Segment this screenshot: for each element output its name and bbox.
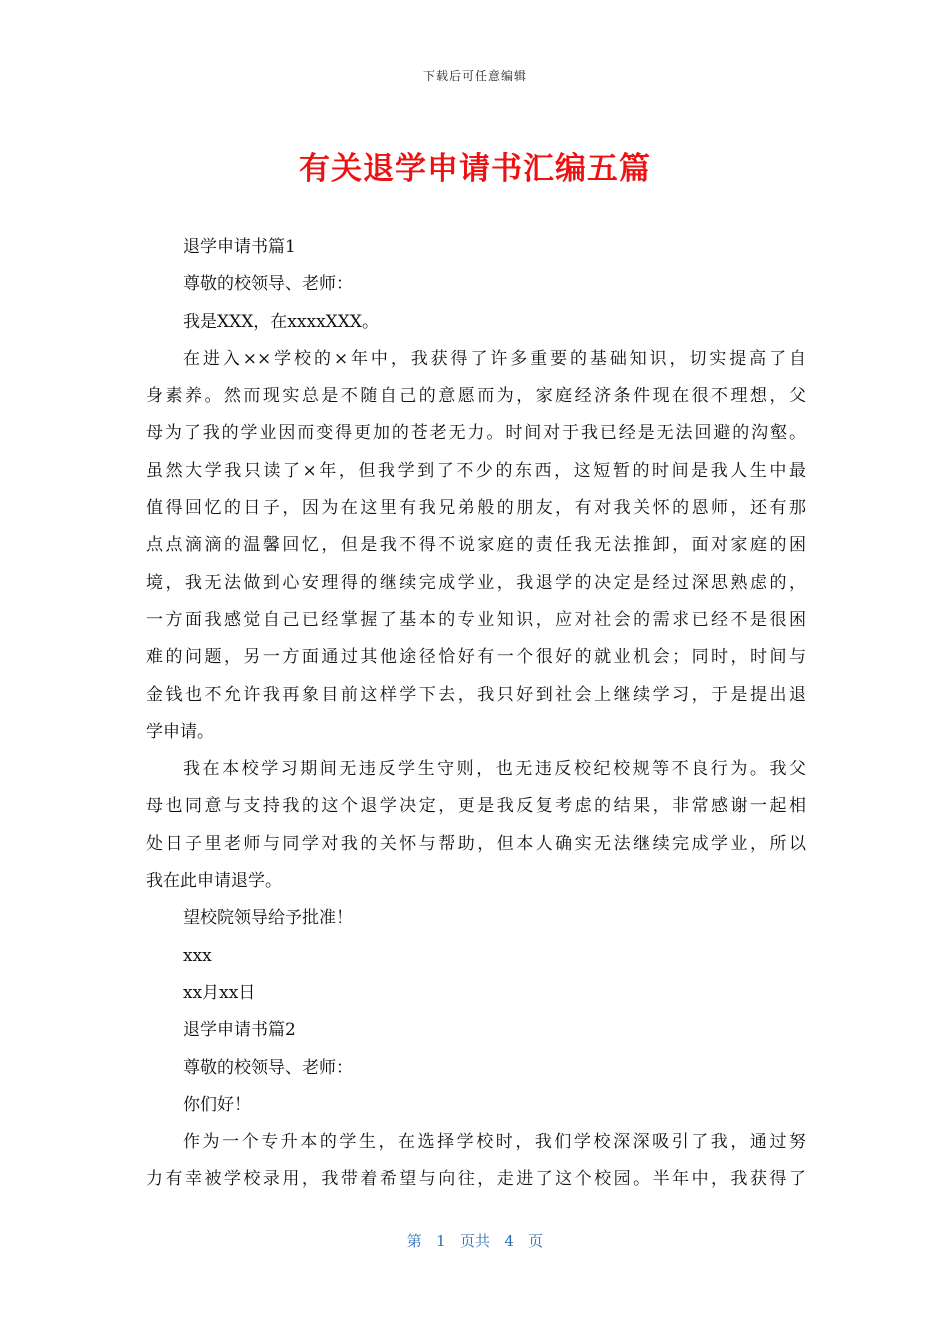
text-line: 难的问题，另一方面通过其他途径恰好有一个很好的就业机会；同时，时间与 bbox=[146, 647, 806, 668]
footer-page-word: 第 bbox=[406, 1232, 422, 1250]
text-line: 身素养。然而现实总是不随自己的意愿而为，家庭经济条件现在很不理想，父 bbox=[146, 386, 806, 407]
text-line: 退学申请书篇1 bbox=[183, 237, 296, 257]
footer-total-word: 页共 bbox=[459, 1232, 490, 1250]
text-line: 尊敬的校领导、老师： bbox=[183, 274, 353, 295]
text-line: 你们好！ bbox=[183, 1094, 251, 1115]
text-line: 我是XXX，在xxxxXXX。 bbox=[183, 311, 379, 332]
page-footer bbox=[0, 1230, 950, 1251]
text-line: 金钱也不允许我再象目前这样学下去，我只好到社会上继续学习，于是提出退 bbox=[146, 684, 806, 705]
footer-page-suffix: 页 bbox=[528, 1232, 544, 1250]
text-line: 望校院领导给予批准！ bbox=[183, 908, 353, 929]
text-line: 在进入××学校的×年中，我获得了许多重要的基础知识，切实提高了自 bbox=[183, 348, 806, 369]
footer-total-pages: 4 bbox=[504, 1232, 514, 1250]
text-line: xx月xx日 bbox=[183, 982, 256, 1003]
document-title: 有关退学申请书汇编五篇 bbox=[299, 151, 651, 187]
text-line: 点点滴滴的温馨回忆，但是我不得不说家庭的责任我无法推卸，面对家庭的困 bbox=[146, 535, 806, 556]
text-line: 母也同意与支持我的这个退学决定，更是我反复考虑的结果，非常感谢一起相 bbox=[146, 796, 806, 817]
text-line: 我在此申请退学。 bbox=[146, 871, 282, 892]
text-line: 退学申请书篇2 bbox=[183, 1020, 296, 1041]
text-line: 母为了我的学业因而变得更加的苍老无力。时间对于我已经是无法回避的沟壑。 bbox=[146, 423, 806, 444]
text-line: xxx bbox=[183, 945, 212, 966]
text-line: 力有幸被学校录用，我带着希望与向往，走进了这个校园。半年中，我获得了 bbox=[146, 1169, 806, 1190]
text-line: 作为一个专升本的学生，在选择学校时，我们学校深深吸引了我，通过努 bbox=[183, 1132, 806, 1153]
text-line: 一方面我感觉自己已经掌握了基本的专业知识，应对社会的需求已经不是很困 bbox=[146, 609, 806, 630]
text-line: 境，我无法做到心安理得的继续完成学业，我退学的决定是经过深思熟虑的， bbox=[146, 572, 806, 593]
text-line: 学申请。 bbox=[146, 721, 214, 742]
header-note: 下载后可任意编辑 bbox=[422, 69, 527, 83]
text-line: 我在本校学习期间无违反学生守则，也无违反校纪校规等不良行为。我父 bbox=[183, 759, 806, 780]
text-line: 处日子里老师与同学对我的关怀与帮助，但本人确实无法继续完成学业，所以 bbox=[146, 833, 806, 854]
footer-page-number: 1 bbox=[436, 1232, 446, 1250]
text-line: 值得回忆的日子，因为在这里有我兄弟般的朋友，有对我关怀的恩师，还有那 bbox=[146, 498, 806, 519]
text-line: 尊敬的校领导、老师： bbox=[183, 1057, 353, 1078]
text-line: 虽然大学我只读了×年，但我学到了不少的东西，这短暂的时间是我人生中最 bbox=[146, 460, 806, 481]
document-body bbox=[146, 229, 806, 1199]
